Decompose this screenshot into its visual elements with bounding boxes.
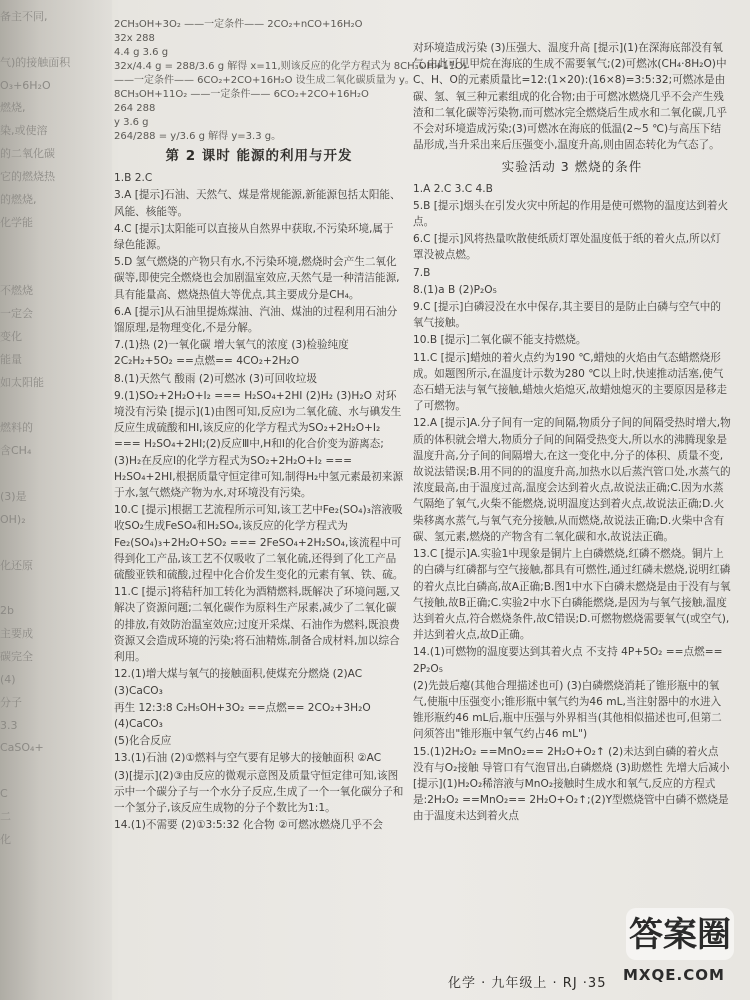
answer-paragraph: 1.B 2.C [114, 172, 153, 185]
previous-page-text-fragment: 碳完全 [0, 650, 33, 663]
page-footer: 化学 · 九年级上 · RJ ·35 [448, 976, 607, 991]
right-answers [413, 181, 731, 825]
left-answers [114, 170, 404, 833]
previous-page-text-fragment: 含CH₄ [0, 444, 32, 458]
answer-paragraph: 13.C [提示]A.实验1中现象是铜片上白磷燃烧,红磷不燃烧。铜片上的白磷与红磷都与空气接触,都具有可燃性,通过红磷未燃烧,说明红磷的着火点比白磷高,故A正确;B.图1中水下白磷未燃烧是由于没有与氧气接触,故B正确;C.实验2中水下白磷能燃烧,是因为与氧气接触,温度达到着火点,符合燃烧条件,故C错误;D.可燃物燃烧需要氧气(或空气),并达到着火点,故D正确。 [413, 548, 731, 642]
answer-paragraph: 15.(1)2H₂O₂ ==MnO₂== 2H₂O+O₂↑ (2)未达到白磷的着火点 没有与O₂接触 导管口有气泡冒出,白磷燃烧 (3)助燃性 先增大后减小 [提示](1)H₂O₂稀溶液与MnO₂接触时生成水和氧气,反应的方程式是:2H₂O₂ ==MnO₂== 2H₂O+O₂↑;(2)Y型燃烧管中白磷不燃烧是由于温度未达到着火点 [413, 745, 730, 823]
left-calculation-block [114, 18, 468, 143]
svg-text:答案圈: 答案圈 [629, 915, 731, 955]
answer-paragraph: 13.(1)石油 (2)①燃料与空气要有足够大的接触面积 ②AC [114, 752, 382, 765]
previous-page-text-fragment: 染,或使溶 [0, 124, 48, 138]
answer-paragraph: (3)[提示](2)③由反应的微观示意图及质量守恒定律可知,该图示中一个碳分子与一个水分子反应,生成了一个一氧化碳分子和一个氢分子,该反应生成物的分子个数比为1:1。 [114, 769, 404, 814]
left-section-title: 第 2 课时 能源的利用与开发 [165, 148, 353, 164]
previous-page-text-fragment: 化还原 [0, 558, 33, 572]
previous-page-text-fragment: 燃料的 [0, 421, 33, 435]
answer-paragraph: 5.D 氢气燃烧的产物只有水,不污染环境,燃烧时会产生二氧化碳等,即使完全燃烧也会加剧温室效应,天然气是一种清洁能源,具有能量高、燃烧热值大等优点,其主要成分是CH₄。 [114, 256, 400, 301]
calculation-line: 264/288 = y/3.6 g 解得 y=3.3 g。 [114, 131, 282, 142]
previous-page-edge [0, 0, 112, 1000]
right-section-title: 实验活动 3 燃烧的条件 [501, 159, 643, 175]
answer-paragraph: 14.(1)不需要 (2)①3:5:32 化合物 ②可燃冰燃烧几乎不会 [114, 819, 383, 832]
previous-page-text-fragment: 一定会 [0, 307, 33, 321]
previous-page-text-fragment: (3)是 [0, 490, 27, 503]
previous-page-text-fragment: 备主不同, [0, 10, 48, 23]
answer-paragraph: (2)先鼓后瘪(其他合理描述也可) (3)白磷燃烧消耗了锥形瓶中的氧气,使瓶中压强变小;锥形瓶中氧气约为46 mL,当注射器中的水进入锥形瓶约46 mL后,瓶中压强与外界相当(其他相似描述也可,但第二问须答出"锥形瓶中氧气约占46 mL") [413, 679, 722, 741]
previous-page-text-fragment: 气)的接触面积 [0, 55, 71, 69]
answer-paragraph: 11.C [提示]蜡烛的着火点约为190 ℃,蜡烛的火焰由气态蜡燃烧形成。如题图所示,在温度计示数为280 ℃以上时,快速推动活塞,使气态石蜡无法与氧气接触,蜡烛火焰熄灭,故蜡烛熄灭的主要原因是移走了可燃物。 [413, 351, 727, 413]
previous-page-text-fragment: 化学能 [0, 215, 33, 229]
answer-paragraph: (5)化合反应 [114, 735, 172, 748]
answer-paragraph: 10.C [提示]根据工艺流程所示可知,该工艺中Fe₂(SO₄)₃溶液吸收SO₂生成FeSO₄和H₂SO₄,该反应的化学方程式为Fe₂(SO₄)₃+2H₂O+SO₂ === 2FeSO₄+2H₂SO₄,该流程中可得到化工产品,该工艺不仅吸收了二氧化硫,还得到了化工产品硫酸亚铁和硫酸,过程中化合价发生变化的元素有氧、铁、硫。 [114, 504, 404, 582]
answer-paragraph: 7.B [413, 266, 431, 279]
answer-paragraph: 10.B [提示]二氧化碳不能支持燃烧。 [413, 334, 587, 347]
answer-paragraph: 14.(1)可燃物的温度要达到其着火点 不支持 4P+5O₂ ==点燃== 2P₂O₅ [413, 646, 723, 675]
previous-page-text-fragment: 分子 [0, 695, 22, 709]
previous-page-text-fragment: 能量 [0, 352, 22, 366]
answer-paragraph: 7.(1)热 (2)一氧化碳 增大氧气的浓度 (3)检验纯度 2C₂H₂+5O₂ ==点燃== 4CO₂+2H₂O [114, 339, 349, 368]
calculation-line: 264 288 [114, 103, 156, 114]
answer-paragraph: 8.(1)a B (2)P₂O₅ [413, 283, 497, 296]
right-column [413, 40, 731, 826]
right-intro-paragraph: 对环境造成污染 (3)压强大、温度升高 [提示](1)在深海底部没有氧气,由此可见甲烷在海底的生成不需要氧气;(2)可燃冰(CH₄·8H₂O)中C、H、O的元素质量比=12:(1×20):(16×8)=3:5:32;可燃冰是由碳、氢、氧三种元素组成的化合物;由于可燃冰燃烧几乎不会产生残渣和二氧化碳等污染物,而可燃冰完全燃烧后生成水和二氧化碳,几乎不会对环境造成污染;(3)可燃冰在海底的低温(2~5 ℃)与高压下结晶形成,当升采出来后压强变小,温度升高,则由固态转化为气态了。 [413, 42, 727, 152]
previous-page-text-fragment: C [0, 787, 8, 801]
previous-page-text-fragment: 主要成 [0, 627, 33, 641]
answer-paragraph: 6.C [提示]风将热量吹散使纸质灯罩处温度低于纸的着火点,所以灯罩没被点燃。 [413, 233, 721, 262]
previous-page-text-fragment: (4) [0, 672, 16, 686]
previous-page-text-fragment: 的燃烧, [0, 192, 37, 206]
calculation-line: 2CH₃OH+3O₂ ——一定条件—— 2CO₂+nCO+16H₂O [114, 19, 363, 30]
answer-paragraph: 5.B [提示]烟头在引发火灾中所起的作用是使可燃物的温度达到着火点。 [413, 199, 729, 229]
answer-paragraph: 6.A [提示]从石油里提炼煤油、汽油、煤油的过程利用石油分馏原理,是物理变化,不是分解。 [114, 305, 398, 335]
previous-page-text-fragment: 3.3 [0, 718, 18, 732]
answer-paragraph: 4.C [提示]太阳能可以直接从自然界中获取,不污染环境,属于绿色能源。 [114, 222, 394, 252]
answer-paragraph: 再生 12:3:8 C₂H₅OH+3O₂ ==点燃== 2CO₂+3H₂O (4)CaCO₃ [114, 701, 371, 730]
previous-page-text-fragment: CaSO₄+ [0, 741, 44, 755]
previous-page-text-fragment: 如太阳能 [0, 375, 44, 389]
calculation-line: ——一定条件—— 6CO₂+2CO+16H₂O 设生成二氧化碳质量为 y。 [114, 75, 415, 86]
previous-page-text-fragment: 不燃烧 [0, 284, 33, 298]
previous-page-text-fragment: OH)₂ [0, 512, 26, 526]
previous-page-text-fragment: 2b [0, 604, 14, 618]
answer-paragraph: 12.(1)增大煤与氧气的接触面积,使煤充分燃烧 (2)AC (3)CaCO₃ [114, 668, 363, 697]
calculation-line: 8CH₃OH+11O₂ ——一定条件—— 6CO₂+2CO+16H₂O [114, 89, 369, 100]
answer-paragraph: 12.A [提示]A.分子间有一定的间隔,物质分子间的间隔受热时增大,物质的体积就会增大,物质分子间的间隔受热变大,所以水的沸腾现象是温度升高,分子间的间隔增大,在这一变化中,分子的体积、质量不变,故说法错误;B.用不同的的温度升高,加热水以后蒸汽管口处,水蒸气的浓度最高,由于温度过高,温度会达到着火点,故说法正确;C.因为水蒸气隔绝了氧气,火柴不能燃烧,说明温度达到着火点,故说法正确;D.火柴移离水蒸气,与氧气充分接触,从而燃烧,故说法正确;D.火柴中含有碳、氢元素,燃烧的产物含有二氧化碳和水,故说法正确。 [413, 417, 731, 543]
calculation-line: 32x 288 [114, 33, 155, 44]
previous-page-text-fragment: 它的燃烧热 [0, 170, 55, 183]
answer-paragraph: 8.(1)天然气 酸雨 (2)可燃冰 (3)可回收垃圾 [114, 372, 317, 385]
answer-paragraph: 9.C [提示]白磷浸没在水中保存,其主要目的是防止白磷与空气中的氧气接触。 [413, 301, 721, 330]
previous-page-text-fragment: 的二氧化碳 [0, 147, 55, 161]
answer-paragraph: 9.(1)SO₂+2H₂O+I₂ === H₂SO₄+2HI (2)H₂ (3)H₂O 对环境没有污染 [提示](1)由图可知,反应Ⅰ为二氧化硫、水与碘发生反应生成硫酸和HI,该反应的化学方程式为SO₂+2H₂O+I₂ === H₂SO₄+2HI;(2)反应Ⅲ中,H和I的化合价变为游离态;(3)H₂在反应Ⅰ的化学方程式为SO₂+2H₂O+I₂ === H₂SO₄+2HI,根据质量守恒定律可知,制得H₂中氢元素最初来源于水,氢气燃烧产物为水,对环境没有污染。 [114, 389, 404, 500]
answer-paragraph: 1.A 2.C 3.C 4.B [413, 182, 493, 195]
answer-paragraph: 3.A [提示]石油、天然气、煤是常规能源,新能源包括太阳能、风能、核能等。 [114, 189, 401, 218]
previous-page-text-fragment: 二 [0, 810, 11, 823]
calculation-line: 32x/4.4 g = 288/3.6 g 解得 x=11,则该反应的化学方程式为 8CH₃OH+11O₂ [114, 61, 468, 72]
calculation-line: y 3.6 g [114, 117, 149, 128]
previous-page-text-fragment: 燃烧, [0, 101, 26, 115]
previous-page-text-fragment: O₃+6H₂O [0, 78, 51, 92]
watermark-text: MXQE.COM [623, 966, 725, 984]
answer-paragraph: 11.C [提示]将秸秆加工转化为酒精燃料,既解决了环境问题,又解决了资源问题;二氧化碳作为原料生产尿素,减少了二氧化碳的排放,有效防治温室效应;过度开采煤、石油作为燃料,既浪费资源又会造成环境的污染;将石油精炼,制备合成材料,加以综合利用。 [114, 586, 401, 664]
previous-page-text-fragment: 化 [0, 832, 11, 846]
previous-page-text-fragment: 变化 [0, 330, 22, 343]
calculation-line: 4.4 g 3.6 g [114, 47, 169, 58]
